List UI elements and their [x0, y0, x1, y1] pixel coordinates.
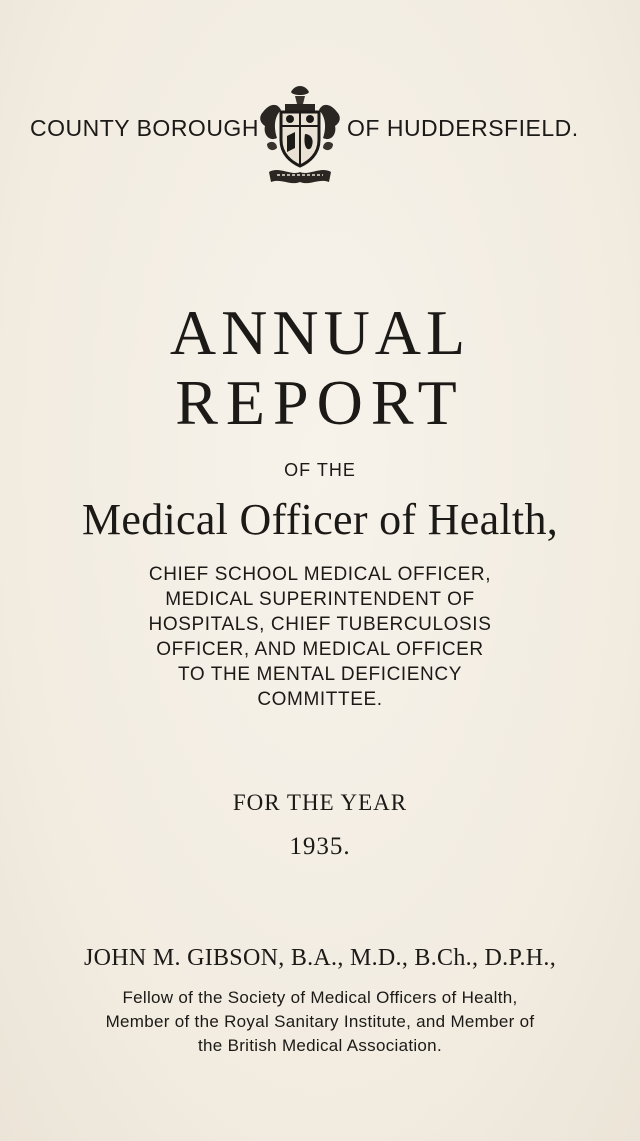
title-connector: OF THE	[284, 460, 356, 480]
offices-line: MEDICAL SUPERINTENDENT OF	[165, 589, 475, 610]
header-left-text: COUNTY BOROUGH	[30, 115, 259, 141]
author-qualifications	[0, 986, 640, 1058]
offices-line: CHIEF SCHOOL MEDICAL OFFICER,	[148, 564, 492, 585]
title-report: REPORT	[175, 367, 465, 438]
header-right-text: OF HUDDERSFIELD.	[347, 115, 579, 141]
offices-list	[0, 562, 640, 712]
period-label: FOR THE YEAR	[232, 790, 408, 815]
author-name: JOHN M. GIBSON, B.A., M.D., B.Ch., D.P.H.,	[84, 945, 556, 971]
offices-line: HOSPITALS, CHIEF TUBERCULOSIS	[148, 614, 492, 635]
offices-line: TO THE MENTAL DEFICIENCY	[178, 664, 462, 685]
coat-of-arms-icon	[255, 82, 345, 192]
title-subject: Medical Officer of Health,	[81, 495, 559, 544]
offices-line: OFFICER, AND MEDICAL OFFICER	[156, 639, 484, 660]
title-annual: ANNUAL	[169, 297, 471, 368]
period-year: 1935.	[289, 833, 351, 860]
qualification-line: Member of the Royal Sanitary Institute, and Member of	[105, 1012, 535, 1031]
qualification-line: Fellow of the Society of Medical Officers of Health,	[122, 988, 518, 1007]
offices-line: COMMITTEE.	[257, 689, 383, 710]
qualification-line: the British Medical Association.	[198, 1036, 442, 1055]
borough-header	[0, 82, 640, 192]
